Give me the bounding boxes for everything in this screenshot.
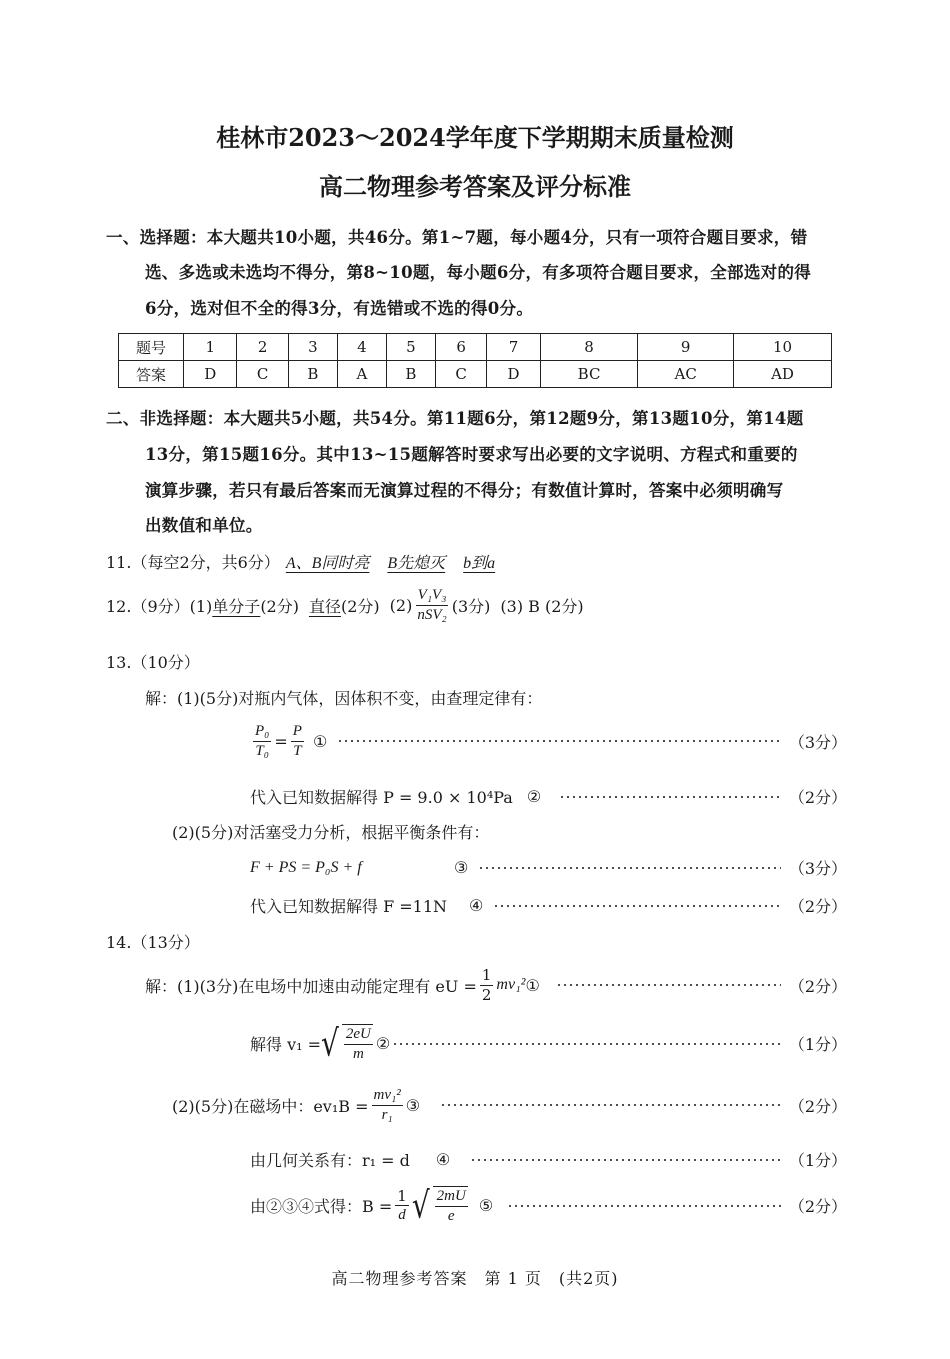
equation-mark: ② xyxy=(375,1034,391,1054)
table-header-label: 题号 xyxy=(119,334,184,361)
dot-leader xyxy=(392,1042,781,1046)
equation-mark: ② xyxy=(526,787,542,806)
numerator: mv₁² xyxy=(372,1086,403,1106)
equation-text: F + PS = P₀S + f xyxy=(250,858,362,876)
question-number: 8 xyxy=(540,334,638,361)
answer-cell: B xyxy=(386,361,435,388)
answer-cell: AC xyxy=(638,361,734,388)
q12-score: (3分) xyxy=(451,596,491,616)
q14-eq4 xyxy=(250,1148,847,1171)
score: （3分） xyxy=(788,732,847,752)
q12-score: (2分) xyxy=(341,596,380,616)
q13-eq2 xyxy=(250,785,847,808)
equation-mark: ④ xyxy=(469,896,484,915)
page-footer: 高二物理参考答案 第 1 页 (共2页) xyxy=(331,1269,619,1288)
score: （2分） xyxy=(788,788,847,807)
numerator: 1 xyxy=(481,966,492,984)
equation-mark: ③ xyxy=(405,1095,421,1115)
score: （2分） xyxy=(788,897,847,916)
document-subtitle: 高二物理参考答案及评分标准 xyxy=(319,172,631,201)
dot-leader xyxy=(559,795,781,799)
answer-cell: B xyxy=(288,361,337,388)
score: （3分） xyxy=(788,859,847,878)
numerator: P xyxy=(291,722,304,742)
question-number: 2 xyxy=(237,334,288,361)
question-number: 9 xyxy=(638,334,734,361)
question-number: 1 xyxy=(184,334,237,361)
equation-text: 解得 v₁ = xyxy=(250,1035,322,1055)
q12-score: (2分) xyxy=(260,596,299,616)
q13-eq4 xyxy=(250,894,847,917)
numerator: V₁V₃ xyxy=(416,586,449,606)
q13-eq3 xyxy=(250,856,847,879)
numerator: 2eU xyxy=(344,1025,373,1045)
dot-leader xyxy=(337,739,781,743)
dot-leader xyxy=(493,904,781,908)
denominator: m xyxy=(352,1045,364,1062)
denominator: d xyxy=(398,1207,406,1224)
q13-eq1 xyxy=(250,722,847,761)
table-row-numbers xyxy=(119,334,832,361)
q11-answer xyxy=(106,550,495,573)
document-title: 桂林市2023～2024学年度下学期期末质量检测 xyxy=(216,123,734,152)
denominator: T₀ xyxy=(255,742,269,759)
section2-line: 演算步骤，若只有最后答案而无演算过程的不得分；有数值计算时，答案中必须明确写 xyxy=(145,481,784,500)
question-number: 7 xyxy=(487,334,540,361)
dot-leader xyxy=(478,866,781,870)
equals: = xyxy=(274,731,288,751)
denominator: 2 xyxy=(481,985,492,1004)
numerator: 2mU xyxy=(435,1187,468,1207)
score: （1分） xyxy=(788,1151,847,1170)
q11-prefix: 11.（每空2分，共6分） xyxy=(106,553,280,572)
q11-blank: b到a xyxy=(463,555,496,572)
q13-part2: (2)(5分)对活塞受力分析，根据平衡条件有： xyxy=(172,823,490,842)
denominator: r₁ xyxy=(381,1106,393,1123)
question-number: 3 xyxy=(288,334,337,361)
section2-line: 二、非选择题：本大题共5小题，共54分。第11题6分，第12题9分，第13题10分，第14题 xyxy=(106,409,804,428)
q12-answer xyxy=(106,586,584,625)
q12-part: (3) B (2分) xyxy=(500,596,584,616)
question-number: 5 xyxy=(386,334,435,361)
score: （2分） xyxy=(788,976,847,996)
section2-line: 出数值和单位。 xyxy=(145,516,263,535)
dot-leader xyxy=(470,1158,781,1162)
answer-table xyxy=(118,333,832,388)
section1-line: 选、多选或未选均不得分，第8~10题，每小题6分，有多项符合题目要求，全部选对的得 xyxy=(145,263,812,282)
q14-eq1 xyxy=(145,966,847,1005)
equation-mark: ④ xyxy=(435,1150,451,1169)
section1-line: 一、选择题：本大题共10小题，共46分。第1~7题，每小题4分，只有一项符合题目要求，错 xyxy=(106,228,808,247)
equation-text: 由②③④式得：B = xyxy=(250,1197,393,1217)
answer-cell: D xyxy=(487,361,540,388)
denominator: e xyxy=(447,1207,455,1224)
answer-cell: BC xyxy=(540,361,638,388)
q12-blank: 单分子 xyxy=(212,596,261,616)
answer-cell: AD xyxy=(734,361,832,388)
q14-eq5 xyxy=(250,1183,847,1227)
answer-cell: A xyxy=(338,361,387,388)
q12-blank: 直径 xyxy=(308,596,341,616)
equation-text: 代入已知数据解得 F =11N xyxy=(250,897,448,916)
table-row-answers xyxy=(119,361,832,388)
square-root: √ $\frac{2eU}{m}$ xyxy=(321,1021,371,1065)
q12-part: (2) xyxy=(389,595,413,615)
q13-header: 13.（10分） xyxy=(106,653,200,672)
score: （1分） xyxy=(788,1035,847,1055)
dot-leader xyxy=(507,1204,781,1208)
numerator: P₀ xyxy=(253,722,271,742)
q14-eq3 xyxy=(172,1086,847,1125)
question-number: 4 xyxy=(338,334,387,361)
equation-mark: ① xyxy=(312,731,328,751)
equation-mark: ① xyxy=(525,975,540,995)
q11-blank: A、B同时亮 xyxy=(285,555,370,572)
table-answer-label: 答案 xyxy=(119,361,184,388)
q12-fraction xyxy=(415,586,448,625)
equation-mark: ③ xyxy=(454,858,469,877)
q12-prefix: 12.（9分）(1) xyxy=(106,596,213,616)
answer-cell: C xyxy=(436,361,487,388)
dot-leader xyxy=(440,1103,781,1107)
square-root: √ $\frac{2mU}{e}$ xyxy=(411,1183,466,1227)
score: （2分） xyxy=(788,1096,847,1116)
equation-mark: ⑤ xyxy=(478,1196,494,1216)
q14-eq2 xyxy=(250,1021,847,1065)
equation-text: 由几何关系有：r₁ = d xyxy=(250,1151,410,1170)
denominator: T xyxy=(293,742,302,759)
equation-text: 代入已知数据解得 P = 9.0 × 10⁴Pa xyxy=(250,788,513,807)
section2-line: 13分，第15题16分。其中13~15题解答时要求写出必要的文字说明、方程式和重要的 xyxy=(145,445,798,464)
question-number: 6 xyxy=(436,334,487,361)
equation-text: 解：(1)(3分)在电场中加速由动能定理有 eU = xyxy=(145,976,477,996)
answer-cell: D xyxy=(184,361,237,388)
q13-intro: 解：(1)(5分)对瓶内气体，因体积不变，由查理定律有： xyxy=(145,689,543,708)
q11-blank: B先熄灭 xyxy=(387,555,446,572)
numerator: 1 xyxy=(397,1186,407,1205)
answer-cell: C xyxy=(237,361,288,388)
q14-header: 14.（13分） xyxy=(106,933,200,952)
dot-leader xyxy=(556,983,781,987)
equation-tail: mv₁² xyxy=(496,976,526,994)
equation-text: (2)(5分)在磁场中：ev₁B = xyxy=(172,1096,369,1116)
question-number: 10 xyxy=(734,334,832,361)
score: （2分） xyxy=(788,1197,847,1217)
section1-line: 6分，选对但不全的得3分，有选错或不选的得0分。 xyxy=(145,299,534,318)
denominator: nSV₂ xyxy=(417,606,447,623)
